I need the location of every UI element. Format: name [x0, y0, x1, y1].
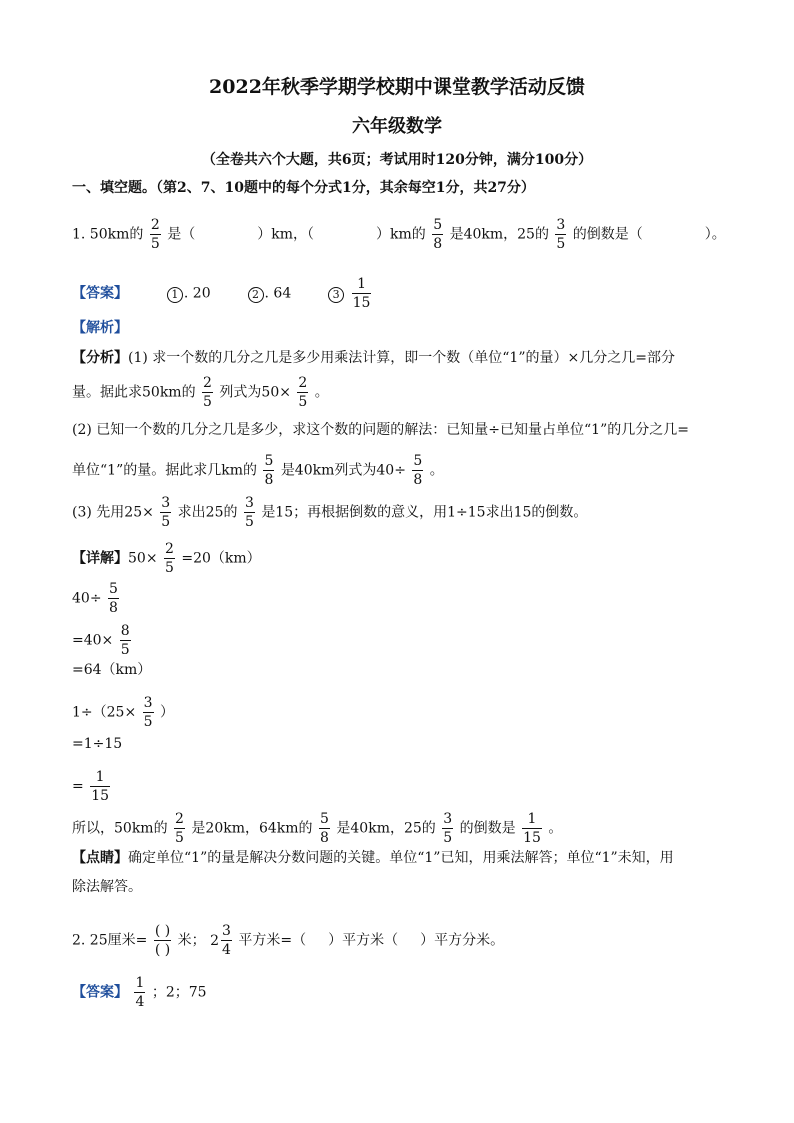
answer-label: 【答案】	[72, 285, 128, 302]
fraction: $\frac{2}{5}$	[150, 217, 160, 252]
fraction: $\frac{5}{8}$	[320, 811, 329, 846]
detail-line: 1÷（25× $\frac{3}{5}$ ）	[72, 695, 175, 730]
detail-line: 40÷ $\frac{5}{8}$	[72, 581, 118, 616]
circled-number: 3	[328, 287, 344, 303]
fraction: $\frac{1}{4}$	[135, 975, 145, 1010]
q1-text: 的倒数是（	[572, 226, 643, 243]
analysis-line: 单位“1”的量。据此求几km的 $\frac{5}{8}$ 是40km列式为40÷ $\frac{5}{8}$ 。	[72, 453, 444, 488]
fraction: $\frac{1}{15}$	[352, 276, 371, 311]
fraction: $\frac{5}{8}$	[413, 453, 423, 488]
q2-answer: 【答案】 $\frac{1}{4}$ ；2；75	[72, 975, 207, 1010]
fraction: $\frac{3}{5}$	[443, 811, 453, 846]
analysis-line: (2) 已知一个数的几分之几是多少，求这个数的问题的解法：已知量÷已知量占单位“1”的几分之几=	[72, 422, 689, 438]
exam-note: （全卷共六个大题，共6页；考试用时120分钟，满分100分）	[201, 152, 593, 168]
fraction: $\frac{1}{15}$	[91, 769, 110, 804]
fraction: $\frac{2}{5}$	[298, 375, 308, 410]
section-heading: 一、填空题。（第2、7、10题中的每个分式1分，其余每空1分，共27分）	[72, 180, 535, 196]
fraction: $\frac{2}{5}$	[203, 375, 212, 410]
tip-line: 【点睛】确定单位“1”的量是解决分数问题的关键。单位“1”已知，用乘法解答；单位“1”未知，用	[72, 850, 674, 866]
question-1	[72, 218, 726, 251]
q1-text: ）。	[704, 226, 726, 243]
summary-line: 所以，50km的 $\frac{2}{5}$ 是20km，64km的 $\frac{5}{8}$ 是40km，25的 $\frac{3}{5}$ 的倒数是 $\frac{1}{15}$ 。	[72, 811, 563, 846]
detail-line: =1÷15	[72, 736, 123, 752]
mixed-number: 2 3 4	[210, 923, 231, 958]
fraction: $\frac{5}{8}$	[264, 453, 274, 488]
answer-label: 【答案】	[72, 984, 128, 1001]
fraction: $\frac{8}{5}$	[120, 623, 130, 658]
analysis-label: 【解析】	[72, 320, 128, 336]
q1-answer: 【答案】 1 . 20 2 . 64 3 $\frac{1}{15}$	[72, 276, 371, 311]
fraction: $\frac{5}{8}$	[109, 581, 118, 616]
circled-number: 1	[167, 287, 183, 303]
exam-title: 2022年秋季学期学校期中课堂教学活动反馈	[209, 76, 585, 98]
fraction: $\frac{2}{5}$	[165, 541, 174, 576]
q1-text: 是40km，25的	[449, 226, 549, 243]
fraction: $\frac{3}{5}$	[244, 495, 254, 530]
analysis-line: (3) 先用25× $\frac{3}{5}$ 求出25的 $\frac{3}{5}$ 是15；再根据倒数的意义，用1÷15求出15的倒数。	[72, 495, 588, 530]
fraction: $\frac{3}{5}$	[556, 217, 566, 252]
detail-line: =40× $\frac{8}{5}$	[72, 623, 130, 658]
q1-text: 是（	[167, 226, 196, 243]
q1-prefix: 1. 50km的	[72, 226, 144, 243]
detail-line: = $\frac{1}{15}$	[72, 769, 110, 804]
circled-number: 2	[248, 287, 264, 303]
exam-subtitle: 六年级数学	[352, 116, 442, 137]
fraction: $\frac{3}{5}$	[143, 695, 153, 730]
fraction: $\frac{3}{5}$	[161, 495, 171, 530]
q1-text: ）km的	[375, 226, 426, 243]
analysis-line: 【分析】(1) 求一个数的几分之几是多少用乘法计算，即一个数（单位“1”的量）×几分之几=部分	[72, 350, 675, 366]
fraction: $\frac{5}{8}$	[433, 217, 443, 252]
detail-line: =64（km）	[72, 662, 152, 678]
tip-line: 除法解答。	[72, 879, 142, 895]
question-2: 2. 25厘米= ( ) ( ) 米； 2 3 4 平方米=（ ）平方米（ ）平方分米。	[72, 923, 505, 958]
q1-text: ）km，（	[257, 226, 314, 243]
fraction: $\frac{2}{5}$	[175, 811, 184, 846]
blank-fraction[interactable]: ( ) ( )	[154, 923, 171, 958]
fraction: $\frac{1}{15}$	[523, 811, 541, 846]
analysis-line: 量。据此求50km的 $\frac{2}{5}$ 列式为50× $\frac{2}{5}$ 。	[72, 375, 329, 410]
detail-line: 【详解】50× $\frac{2}{5}$ =20（km）	[72, 541, 261, 576]
